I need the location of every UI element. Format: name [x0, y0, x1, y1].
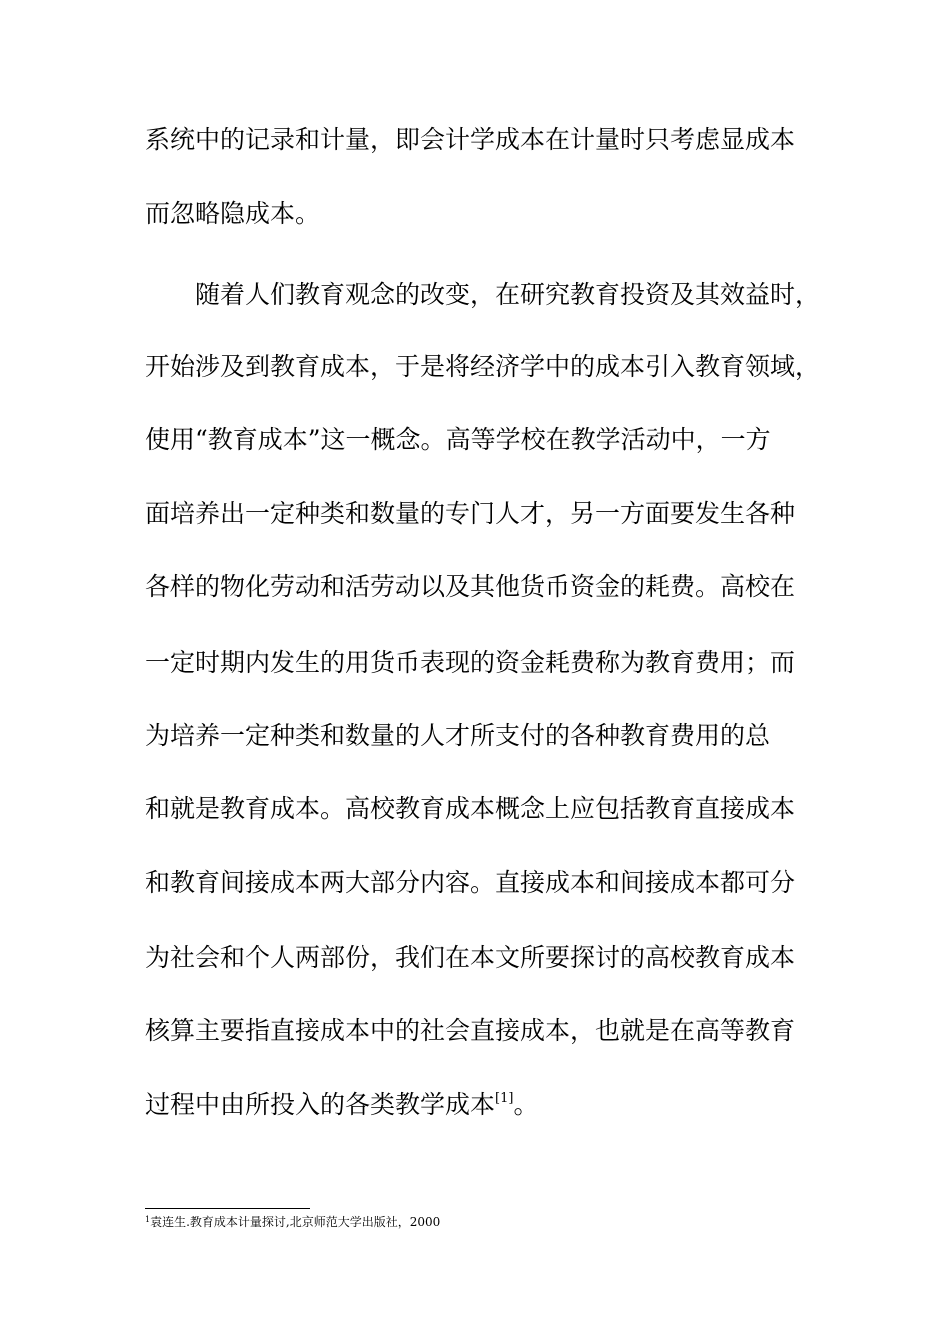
footnote-separator	[145, 1208, 310, 1209]
body-line: 一定时期内发生的用货币表现的资金耗费称为教育费用；而	[145, 648, 796, 677]
footnote-marker: 1	[145, 1215, 151, 1224]
body-line: 系统中的记录和计量，即会计学成本在计量时只考虑显成本	[145, 125, 796, 154]
body-line: 而忽略隐成本。	[145, 199, 321, 228]
body-line: 为培养一定种类和数量的人才所支付的各种教育费用的总	[145, 721, 771, 750]
body-line: 开始涉及到教育成本，于是将经济学中的成本引入教育领域，	[145, 352, 821, 381]
body-line: 为社会和个人两部份，我们在本文所要探讨的高校教育成本	[145, 943, 796, 972]
body-line: 和就是教育成本。高校教育成本概念上应包括教育直接成本	[145, 794, 796, 823]
body-line-text: 过程中由所投入的各类教学成本	[145, 1090, 496, 1119]
footnote-text: 袁连生.教育成本计量探讨,北京师范大学出版社，2000	[150, 1215, 441, 1229]
body-line-last	[145, 1089, 538, 1121]
paragraph-first-line: 随着人们教育观念的改变，在研究教育投资及其效益时，	[195, 280, 821, 309]
body-line: 核算主要指直接成本中的社会直接成本，也就是在高等教育	[145, 1016, 796, 1045]
footnote	[145, 1214, 440, 1230]
body-line: 和教育间接成本两大部分内容。直接成本和间接成本都可分	[145, 868, 796, 897]
body-line-tail: 。	[513, 1090, 539, 1119]
body-line: 面培养出一定种类和数量的专门人才，另一方面要发生各种	[145, 499, 796, 528]
citation-marker[interactable]: [1]	[495, 1091, 514, 1106]
body-line: 使用“教育成本”这一概念。高等学校在教学活动中，一方	[145, 425, 771, 454]
body-line: 各样的物化劳动和活劳动以及其他货币资金的耗费。高校在	[145, 572, 796, 601]
